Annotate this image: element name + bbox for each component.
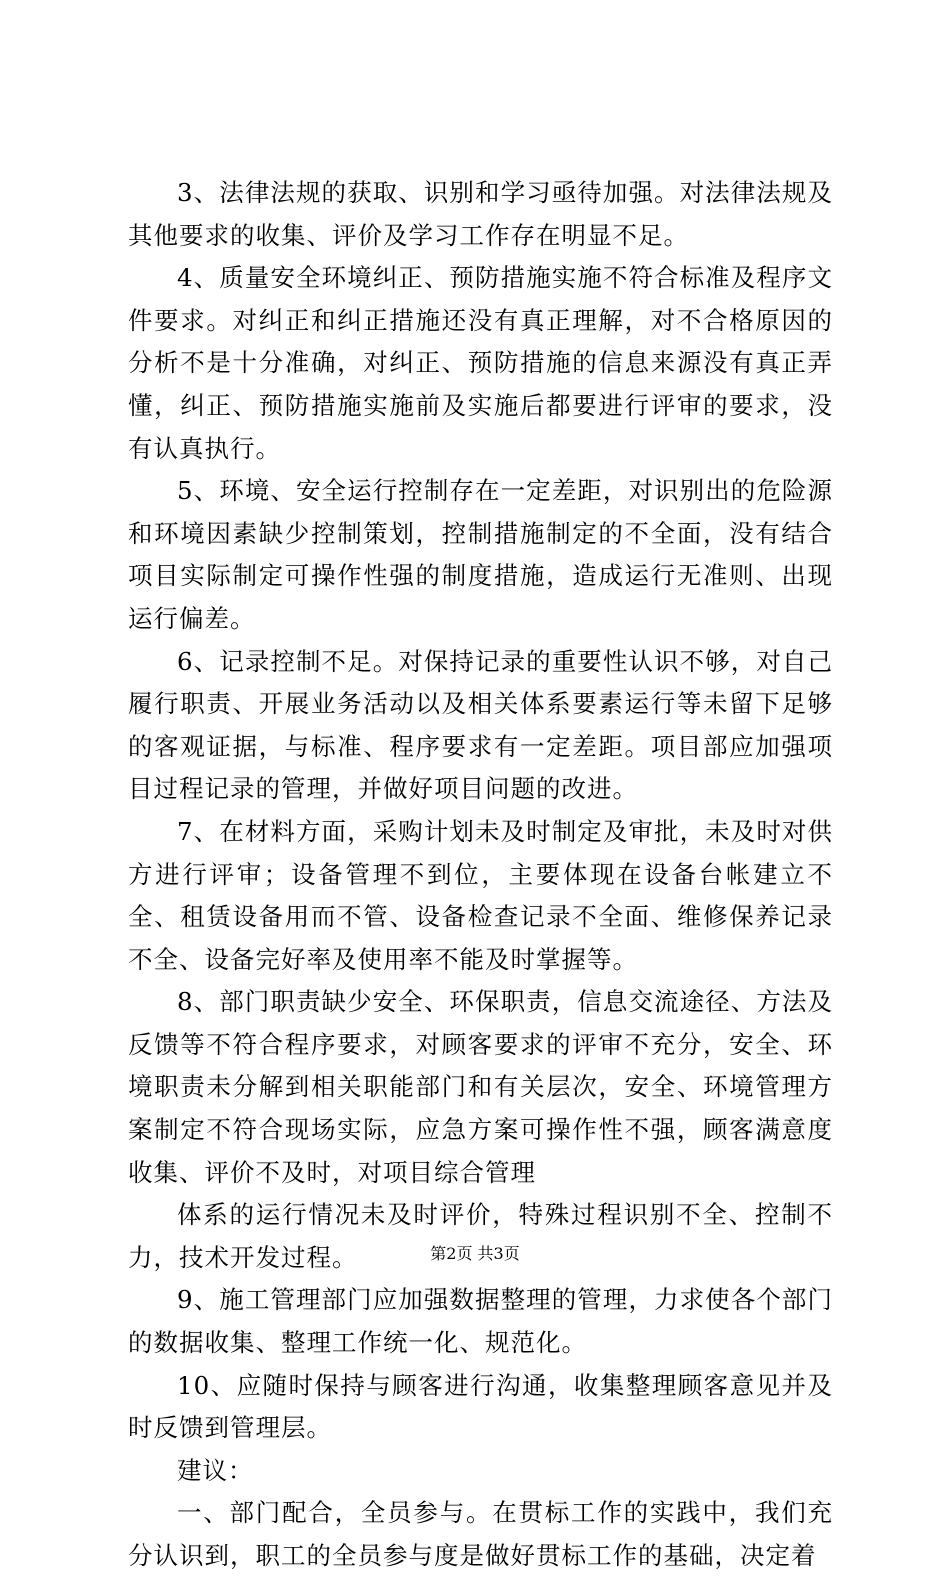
paragraph-item-4: 4、质量安全环境纠正、预防措施实施不符合标准及程序文件要求。对纠正和纠正措施还没有真正理解，对不合格原因的分析不是十分准确，对纠正、预防措施的信息来源没有真正弄懂，纠正、预防措施实施前及实施后都要进行评审的要求，没有认真执行。 bbox=[128, 263, 833, 463]
page-footer bbox=[0, 1244, 950, 1264]
suggestion-item-1: 一、部门配合，全员参与。在贯标工作的实践中，我们充分认识到，职工的全员参与度是做好贯标工作的基础，决定着 bbox=[128, 1498, 833, 1570]
page-number-label: 第2页 共3页 bbox=[430, 1244, 520, 1263]
paragraph-item-3: 3、法律法规的获取、识别和学习亟待加强。对法律法规及其他要求的收集、评价及学习工作存在明显不足。 bbox=[128, 178, 833, 250]
paragraph-item-9: 9、施工管理部门应加强数据整理的管理，力求使各个部门的数据收集、整理工作统一化、规范化。 bbox=[128, 1285, 833, 1358]
paragraph-item-10: 10、应随时保持与顾客进行沟通，收集整理顾客意见并及时反馈到管理层。 bbox=[128, 1370, 833, 1443]
paragraph-item-8: 8、部门职责缺少安全、环保职责，信息交流途径、方法及反馈等不符合程序要求，对顾客要求的评审不充分，安全、环境职责未分解到相关职能部门和有关层次，安全、环境管理方案制定不符合现场实际，应急方案可操作性不强，顾客满意度收集、评价不及时，对项目综合管理 bbox=[128, 987, 833, 1187]
paragraph-item-6: 6、记录控制不足。对保持记录的重要性认识不够，对自己履行职责、开展业务活动以及相关体系要素运行等未留下足够的客观证据，与标准、程序要求有一定差距。项目部应加强项目过程记录的管理，并做好项目问题的改进。 bbox=[128, 646, 833, 804]
paragraph-item-5: 5、环境、安全运行控制存在一定差距，对识别出的危险源和环境因素缺少控制策划，控制措施制定的不全面，没有结合项目实际制定可操作性强的制度措施，造成运行无准则、出现运行偏差。 bbox=[128, 476, 833, 633]
document-body bbox=[128, 172, 833, 1578]
paragraph-item-7: 7、在材料方面，采购计划未及时制定及审批，未及时对供方进行评审；设备管理不到位，主要体现在设备台帐建立不全、租赁设备用而不管、设备检查记录不全面、维修保养记录不全、设备完好率及使用率不能及时掌握等。 bbox=[128, 816, 833, 974]
paragraph-item-8-continued: 体系的运行情况未及时评价，特殊过程识别不全、控制不力，技术开发过程。 bbox=[128, 1200, 833, 1272]
suggestions-heading: 建议： bbox=[177, 1455, 254, 1485]
